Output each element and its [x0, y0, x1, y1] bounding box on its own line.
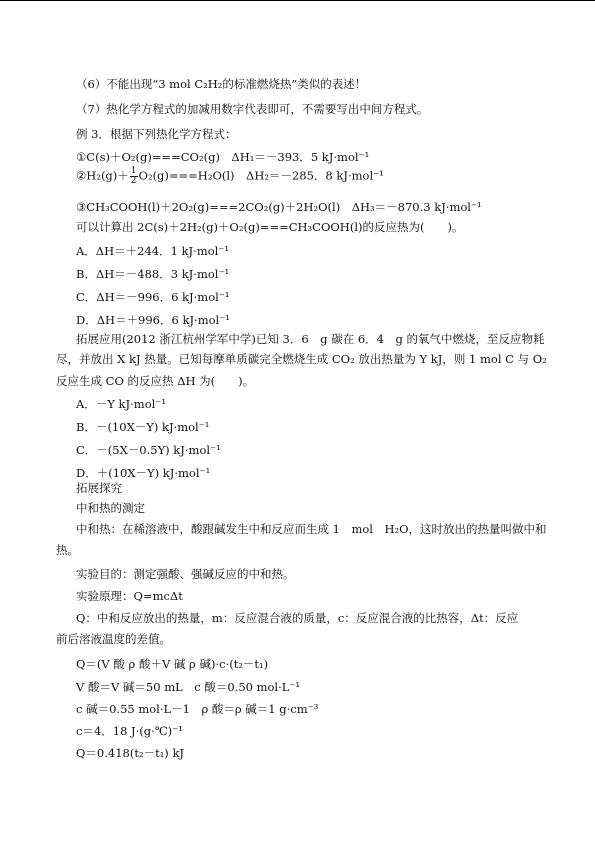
example-3-question: 可以计算出 2C(s)＋2H₂(g)＋O₂(g)===CH₃COOH(l)的反应热为( )。 — [76, 220, 464, 234]
fraction-numerator: 1 — [130, 166, 137, 176]
equation-2-left: ②H₂(g)＋ — [76, 168, 129, 183]
formula-q-result: Q＝0.418(t₂－t₁) kJ — [76, 746, 185, 760]
page-top-border — [0, 0, 595, 1]
variable-definition-line-2: 前后溶液温度的差值。 — [56, 632, 171, 646]
experiment-purpose: 实验目的：测定强酸、强碱反应的中和热。 — [76, 567, 295, 581]
equation-1: ①C(s)＋O₂(g)===CO₂(g) ΔH₁＝－393．5 kJ·mol⁻¹ — [76, 150, 370, 164]
ext-option-d: D．＋(10X－Y) kJ·mol⁻¹ — [76, 466, 211, 480]
fraction-one-half — [130, 167, 138, 186]
equation-2-right: O₂(g)===H₂O(l) ΔH₂＝－285．8 kJ·mol⁻¹ — [138, 168, 384, 183]
note-7: （7）热化学方程式的加减用数字代表即可，不需要写出中间方程式。 — [76, 102, 429, 116]
note-6: （6）不能出现“3 mol C₂H₂的标准燃烧热”类似的表述！ — [76, 77, 367, 91]
extension-question-line-1: 拓展应用(2012 浙江杭州学军中学)已知 3．6 g 碳在 6．4 g 的氧气中燃烧，至反应物耗 — [76, 332, 545, 346]
option-d: D．ΔH＝＋996．6 kJ·mol⁻¹ — [76, 313, 230, 327]
option-b: B．ΔH＝－488．3 kJ·mol⁻¹ — [76, 267, 230, 281]
option-a: A．ΔH＝＋244．1 kJ·mol⁻¹ — [76, 244, 229, 258]
extension-question-line-3: 反应生成 CO 的反应热 ΔH 为( )。 — [56, 374, 255, 388]
formula-q: Q＝(V 酸 ρ 酸＋V 碱 ρ 碱)·c·(t₂－t₁) — [76, 657, 269, 671]
example-3-heading: 例 3．根据下列热化学方程式： — [76, 127, 237, 141]
ext-option-b: B．－(10X－Y) kJ·mol⁻¹ — [76, 420, 210, 434]
definition-line-2: 热。 — [56, 543, 79, 557]
section-heading-explore: 拓展探究 — [76, 481, 122, 495]
formula-concentration: c 碱＝0.55 mol·L－1 ρ 酸＝ρ 碱＝1 g·cm⁻³ — [76, 702, 319, 716]
section-heading-neutralization: 中和热的测定 — [76, 501, 145, 515]
fraction-denominator: 2 — [130, 176, 137, 186]
extension-question-line-2: 尽，并放出 X kJ 热量。已知每摩单质碳完全燃烧生成 CO₂ 放出热量为 Y kJ，则 1 mol C 与 O₂ — [56, 352, 547, 366]
equation-3: ③CH₃COOH(l)＋2O₂(g)===2CO₂(g)＋2H₂O(l) ΔH₃＝－870.3 kJ·mol⁻¹ — [76, 200, 482, 214]
formula-volume: V 酸＝V 碱＝50 mL c 酸＝0.50 mol·L⁻¹ — [76, 680, 301, 694]
equation-2 — [76, 167, 384, 186]
ext-option-c: C．－(5X－0.5Y) kJ·mol⁻¹ — [76, 443, 221, 457]
variable-definition-line-1: Q：中和反应放出的热量，m：反应混合液的质量，c：反应混合液的比热容，Δt：反应 — [76, 611, 519, 625]
experiment-principle: 实验原理：Q=mcΔt — [76, 589, 183, 603]
formula-specific-heat: c＝4．18 J·(g·℃)⁻¹ — [76, 724, 183, 738]
definition-line-1: 中和热：在稀溶液中，酸跟碱发生中和反应而生成 1 mol H₂O，这时放出的热量叫做中和 — [76, 522, 547, 536]
option-c: C．ΔH＝－996．6 kJ·mol⁻¹ — [76, 290, 230, 304]
ext-option-a: A．－Y kJ·mol⁻¹ — [76, 397, 166, 411]
